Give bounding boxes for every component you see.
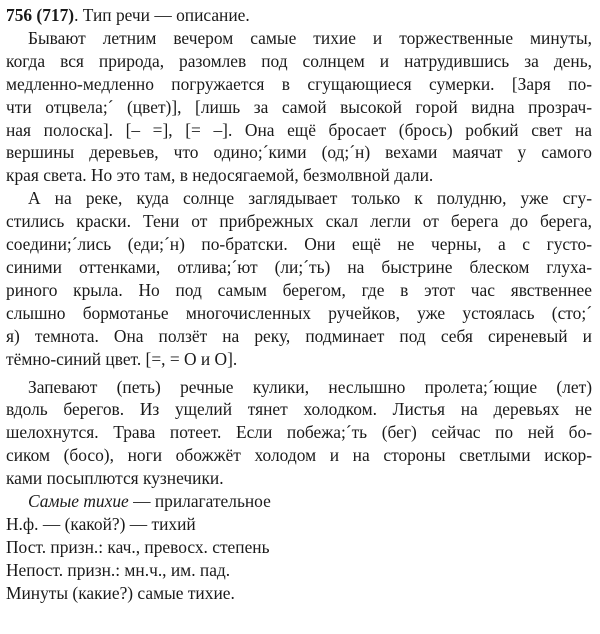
text-line: я) темнота. Она ползёт на реку, подминает под себя сиреневый и [6,325,592,346]
text-line: шелохнутся. Трава потеет. Если побежа;´ть (бег) сейчас по ней бо- [6,422,592,443]
text-line: ками посыплются кузнечики. [6,468,224,489]
text-line: синими оттенками, отлива;´ют (ли;´ть) на быстрине блеском глуха- [6,256,592,277]
analysis-line: Н.ф. — (какой?) — тихий [6,513,196,534]
analysis-word: Самые тихие [28,491,129,512]
analysis-line: Непост. призн.: мн.ч., им. пад. [6,559,231,580]
text-line: Запевают (петь) речные кулики, неслышно пролета;´ющие (лет) [28,376,592,397]
analysis-part-of-speech: — прилагательное [128,491,271,512]
paragraph-1 [6,27,592,187]
text-line: вдоль берегов. Из ущелий тянет холодком. Листья на деревьях не [6,399,592,420]
paragraph-3 [6,376,592,491]
text-line: медленно-медленно погружается в сгущающиеся сумерки. [Заря по- [6,73,592,94]
word-analysis [6,490,592,605]
text-line: вершины деревьев, что одино;´кими (од;´н) вехами маячат у самого [6,142,592,163]
text-line: А на реке, куда солнце заглядывает только к полудню, уже сгу- [28,188,592,209]
text-line: чти отцвела;´ (цвет)], [лишь за самой высокой горой видна прозрач- [6,96,592,117]
paragraph-2 [6,187,592,370]
text-line: слышно бормотанье многочисленных ручейков, уже устоялась (сто;´ [6,302,592,323]
exercise-number: 756 (717) [6,5,75,25]
text-line: Бывают летним вечером самые тихие и торжественные минуты, [28,27,592,48]
text-line: стились краски. Тени от прибрежных скал легли от берега до берега, [6,211,592,232]
analysis-line: Пост. призн.: кач., превосх. степень [6,536,270,557]
exercise-task: . Тип речи — описание. [74,5,250,25]
exercise-header [6,4,592,27]
text-line: соедини;´лись (еди;´н) по-братски. Они ещё не черны, а с густо- [6,234,592,255]
text-line: края света. Но это там, в недосягаемой, безмолвной дали. [6,165,434,186]
text-line: сиком (босо), ноги обожжёт холодом и на стороны светлыми искор- [6,445,592,466]
text-line: тёмно-синий цвет. [=, = О и О]. [6,348,238,369]
text-line: риного крыла. Но под самым берегом, где в этот час явственнее [6,279,592,300]
analysis-line: Минуты (какие?) самые тихие. [6,582,235,603]
text-line: ная полоска]. [– =], [= –]. Она ещё бросает (брось) робкий свет на [6,119,592,140]
analysis-line [6,490,592,513]
text-line: когда вся природа, разомлев под солнцем и натрудившись за день, [6,50,592,71]
